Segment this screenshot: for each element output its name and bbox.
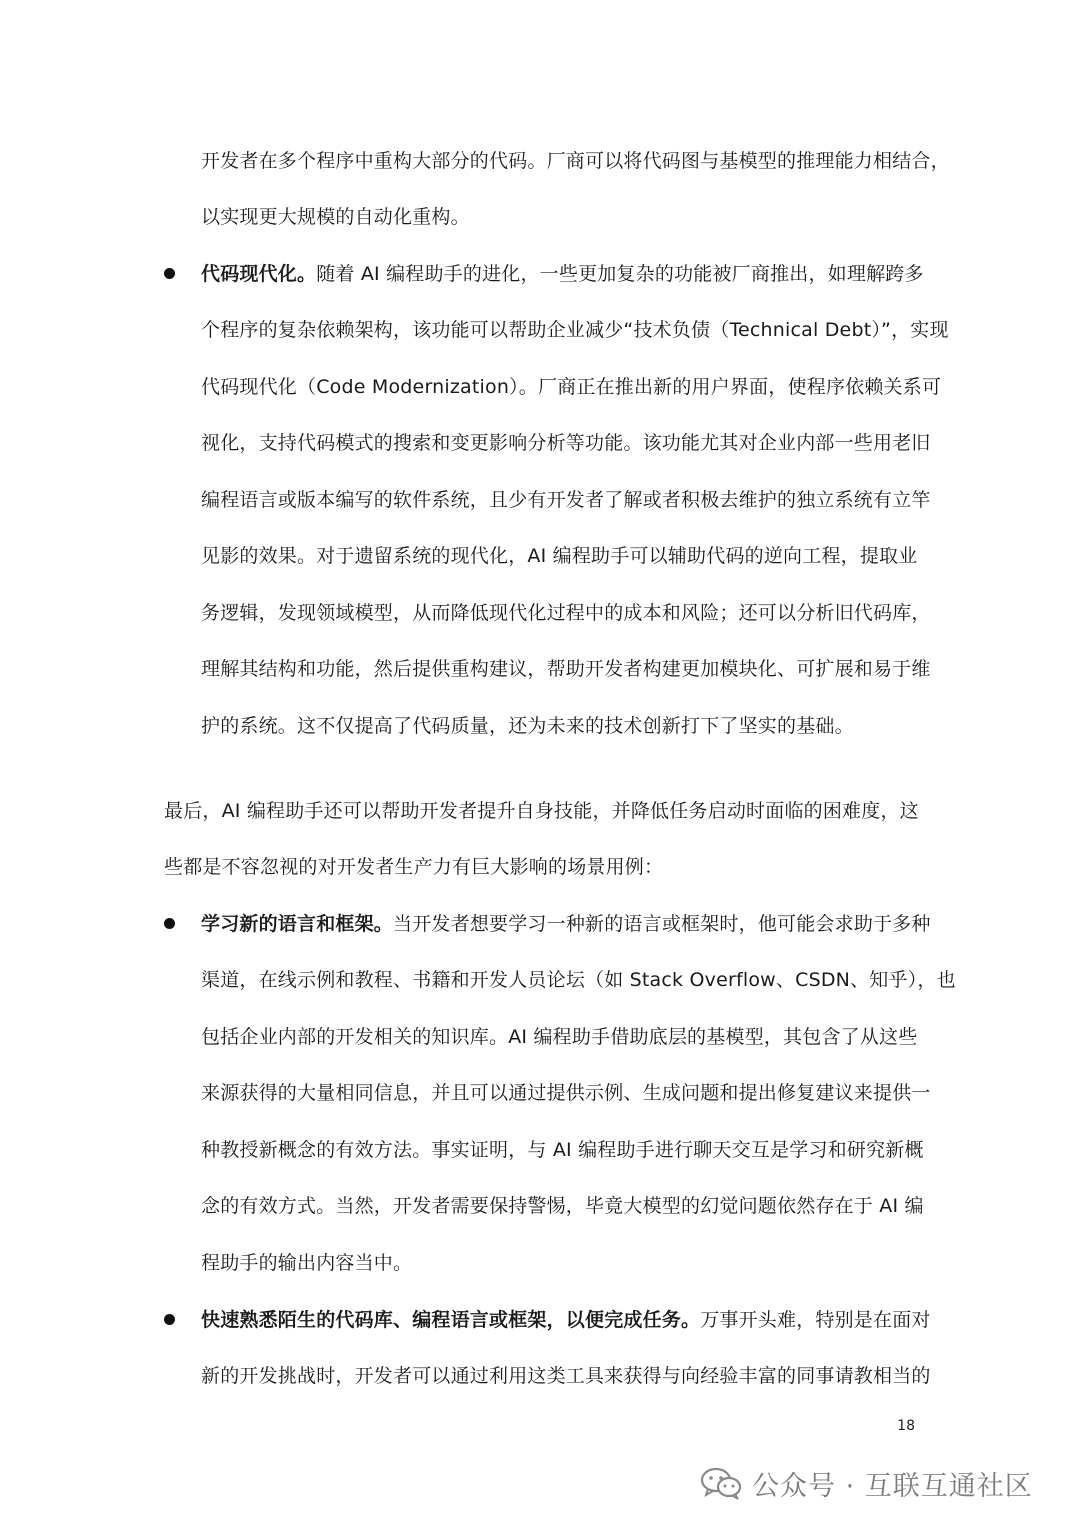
watermark — [700, 1458, 1033, 1508]
bullet-line: 渠道，在线示例和教程、书籍和开发人员论坛（如 Stack Overflow、CSDN、知乎），也 — [201, 969, 956, 991]
bullet-line: 新的开发挑战时，开发者可以通过利用这类工具来获得与向经验丰富的同事请教相当的 — [201, 1365, 931, 1387]
bullet-line: 见影的效果。对于遗留系统的现代化，AI 编程助手可以辅助代码的逆向工程，提取业 — [201, 545, 918, 567]
page-number: 18 — [897, 1418, 915, 1434]
bullet-title: 学习新的语言和框架。 — [201, 913, 394, 935]
bullet-first-line — [201, 1307, 931, 1333]
bullet-text: 万事开头难，特别是在面对 — [700, 1309, 931, 1331]
bullet-line: 代码现代化（Code Modernization）。厂商正在推出新的用户界面，使程序依赖关系可 — [201, 376, 942, 398]
paragraph-line: 些都是不容忽视的对开发者生产力有巨大影响的场景用例： — [164, 856, 664, 878]
bullet-title: 快速熟悉陌生的代码库、编程语言或框架，以便完成任务。 — [201, 1309, 701, 1331]
bullet-line: 念的有效方式。当然，开发者需要保持警惕，毕竟大模型的幻觉问题依然存在于 AI 编 — [201, 1195, 924, 1217]
bullet-title: 代码现代化。 — [201, 263, 317, 285]
bullet-first-line — [201, 911, 931, 937]
bullet-line: 理解其结构和功能，然后提供重构建议，帮助开发者构建更加模块化、可扩展和易于维 — [201, 658, 931, 680]
paragraph-line: 最后，AI 编程助手还可以帮助开发者提升自身技能，并降低任务启动时面临的困难度，这 — [164, 800, 919, 822]
bullet-line: 来源获得的大量相同信息，并且可以通过提供示例、生成问题和提出修复建议来提供一 — [201, 1082, 931, 1104]
bullet-line: 务逻辑，发现领域模型，从而降低现代化过程中的成本和风险；还可以分析旧代码库， — [201, 602, 931, 624]
bullet-line: 视化，支持代码模式的搜索和变更影响分析等功能。该功能尤其对企业内部一些用老旧 — [201, 432, 931, 454]
bullet-text: 当开发者想要学习一种新的语言或框架时，他可能会求助于多种 — [393, 913, 931, 935]
watermark-text: 公众号 · 互联互通社区 — [752, 1470, 1033, 1502]
bullet-first-line — [201, 261, 924, 287]
bullet-line: 包括企业内部的开发相关的知识库。AI 编程助手借助底层的基模型，其包含了从这些 — [201, 1026, 918, 1048]
bullet-line: 编程语言或版本编写的软件系统，且少有开发者了解或者积极去维护的独立系统有立竿 — [201, 489, 931, 511]
paragraph-line: 以实现更大规模的自动化重构。 — [201, 206, 470, 228]
bullet-text: 随着 AI 编程助手的进化，一些更加复杂的功能被厂商推出，如理解跨多 — [316, 263, 924, 285]
bullet-line: 种教授新概念的有效方法。事实证明，与 AI 编程助手进行聊天交互是学习和研究新概 — [201, 1139, 924, 1161]
bullet-line: 程助手的输出内容当中。 — [201, 1252, 413, 1274]
bullet-point — [164, 1314, 175, 1325]
bullet-point — [164, 918, 175, 929]
paragraph-line: 开发者在多个程序中重构大部分的代码。厂商可以将代码图与基模型的推理能力相结合， — [201, 150, 950, 172]
bullet-line: 个程序的复杂依赖架构，该功能可以帮助企业减少“技术负债（Technical Debt）”，实现 — [201, 319, 949, 341]
bullet-point — [164, 268, 175, 279]
bullet-line: 护的系统。这不仅提高了代码质量，还为未来的技术创新打下了坚实的基础。 — [201, 715, 854, 737]
wechat-icon — [700, 1466, 742, 1500]
